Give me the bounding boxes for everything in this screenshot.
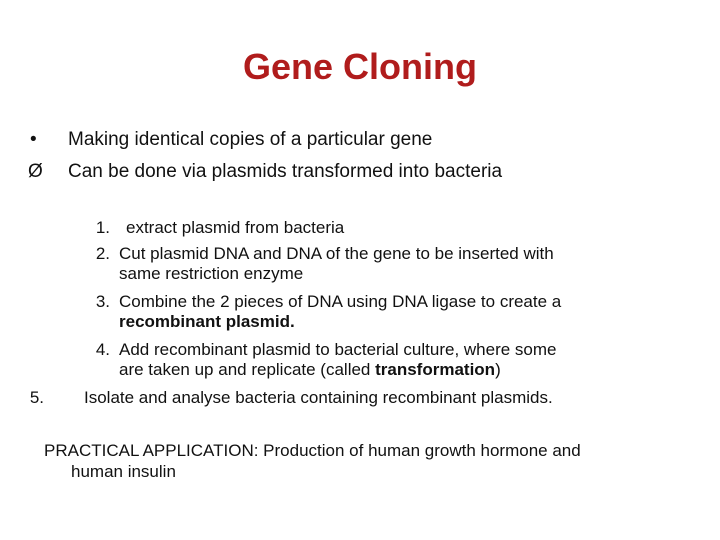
step-number: 4. bbox=[95, 340, 110, 359]
step-number: 3. bbox=[95, 292, 110, 311]
step-text bbox=[119, 244, 554, 284]
step-text bbox=[119, 292, 561, 332]
step-text bbox=[119, 340, 557, 380]
practical-line: PRACTICAL APPLICATION: Production of human growth hormone and bbox=[44, 441, 581, 460]
step-text-bold: recombinant plasmid. bbox=[119, 312, 295, 331]
bullet-item bbox=[28, 160, 502, 184]
step-text: extract plasmid from bacteria bbox=[126, 218, 345, 237]
step-text-line: Cut plasmid DNA and DNA of the gene to be inserted with bbox=[119, 244, 554, 263]
bullet-item bbox=[28, 128, 432, 152]
step-text-line: same restriction enzyme bbox=[119, 264, 304, 283]
step-text: Isolate and analyse bacteria containing recombinant plasmids. bbox=[84, 388, 553, 407]
step-text-bold: transformation bbox=[375, 360, 496, 379]
step-text-line: Add recombinant plasmid to bacterial culture, where some bbox=[119, 340, 557, 359]
step-text-line: Combine the 2 pieces of DNA using DNA ligase to create a bbox=[119, 292, 562, 311]
arrow-bullet-icon: Ø bbox=[28, 161, 43, 182]
slide-title: Gene Cloning bbox=[243, 46, 477, 87]
bullet-dot-icon: • bbox=[30, 129, 37, 150]
step-number: 2. bbox=[95, 244, 110, 263]
step-number: 1. bbox=[95, 218, 110, 237]
step-text-line: are taken up and replicate (called bbox=[119, 360, 376, 379]
practical-line: human insulin bbox=[71, 462, 176, 481]
bullet-text: Can be done via plasmids transformed into bacteria bbox=[68, 161, 503, 182]
step-text-line: ) bbox=[495, 360, 501, 379]
step-number: 5. bbox=[29, 388, 44, 407]
bullet-text: Making identical copies of a particular gene bbox=[68, 129, 433, 150]
practical-application bbox=[44, 440, 684, 482]
